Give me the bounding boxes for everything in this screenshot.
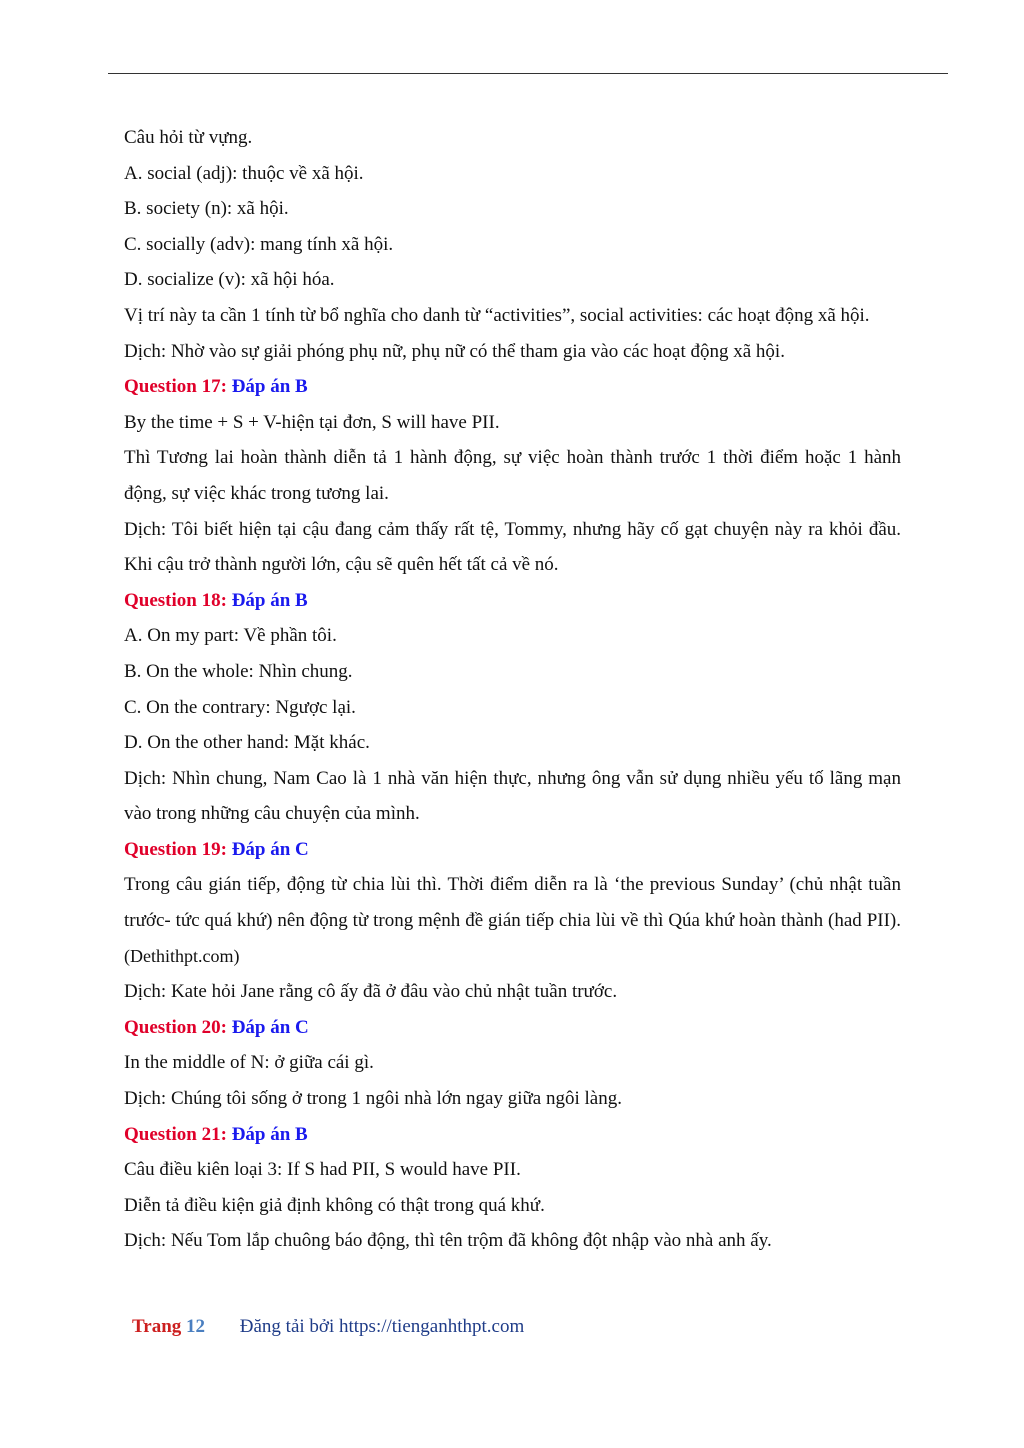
answer-key: Đáp án C: [231, 838, 309, 860]
explanation-paragraph: D. On the other hand: Mặt khác.: [124, 732, 370, 754]
explanation-paragraph: Dịch: Nếu Tom lắp chuông báo động, thì tên trộm đã không đột nhập vào nhà anh ấy.: [124, 1230, 772, 1252]
question-number: Question 20:: [124, 1016, 227, 1038]
explanation-paragraph: A. social (adj): thuộc về xã hội.: [124, 162, 364, 184]
explanation-paragraph: C. socially (adv): mang tính xã hội.: [124, 233, 394, 255]
explanation-paragraph: A. On my part: Về phần tôi.: [124, 625, 337, 647]
source-mark: (Dethithpt.com): [124, 945, 240, 966]
explanation-paragraph: Diễn tả điều kiện giả định không có thật trong quá khứ.: [124, 1194, 545, 1216]
explanation-paragraph: C. On the contrary: Ngược lại.: [124, 696, 356, 718]
explanation-paragraph: [124, 867, 901, 974]
footer-trang-label: Trang: [132, 1316, 182, 1337]
explanation-paragraph: In the middle of N: ở giữa cái gì.: [124, 1052, 374, 1074]
explanation-paragraph: B. society (n): xã hội.: [124, 198, 289, 220]
explanation-paragraph: By the time + S + V-hiện tại đơn, S will have PII.: [124, 411, 500, 433]
question-number: Question 18:: [124, 589, 227, 611]
explanation-paragraph: Câu điều kiên loại 3: If S had PII, S would have PII.: [124, 1159, 521, 1181]
question-heading: [124, 583, 901, 619]
page-footer: [132, 1316, 524, 1338]
question-heading: [124, 1010, 901, 1046]
page-number: 12: [186, 1316, 206, 1337]
explanation-paragraph: Dịch: Nhìn chung, Nam Cao là 1 nhà văn hiện thực, nhưng ông vẫn sử dụng nhiều yếu tố lãng mạn vào trong những câu chuyện của mình.: [124, 767, 901, 825]
question-heading: [124, 1117, 901, 1153]
answer-key: Đáp án B: [231, 589, 308, 611]
question-number: Question 19:: [124, 838, 227, 860]
explanation-paragraph: D. socialize (v): xã hội hóa.: [124, 269, 335, 291]
explanation-paragraph: Dịch: Tôi biết hiện tại cậu đang cảm thấy rất tệ, Tommy, nhưng hãy cố gạt chuyện này ra khỏi đầu. Khi cậu trở thành người lớn, cậu sẽ quên hết tất cả về nó.: [124, 518, 901, 576]
paragraph-text: Trong câu gián tiếp, động từ chia lùi thì. Thời điểm diễn ra là ‘the previous Sunday’ (chủ nhật tuần trước- tức quá khứ) nên động từ trong mệnh đề gián tiếp chia lùi về thì Qúa khứ hoàn thành (had PII).: [124, 874, 901, 932]
question-heading: [124, 832, 901, 868]
explanation-paragraph: B. On the whole: Nhìn chung.: [124, 660, 353, 682]
header-rule: [108, 73, 948, 74]
footer-uploaded-by: Đăng tải bởi https://tienganhthpt.com: [239, 1316, 525, 1337]
question-heading: [124, 369, 901, 405]
answer-key: Đáp án C: [231, 1016, 309, 1038]
question-number: Question 21:: [124, 1123, 227, 1145]
explanation-paragraph: Dịch: Nhờ vào sự giải phóng phụ nữ, phụ nữ có thể tham gia vào các hoạt động xã hội.: [124, 340, 785, 362]
question-number: Question 17:: [124, 376, 227, 398]
explanation-paragraph: Câu hỏi từ vựng.: [124, 127, 253, 148]
answer-key: Đáp án B: [231, 376, 308, 398]
explanation-paragraph: Dịch: Chúng tôi sống ở trong 1 ngôi nhà lớn ngay giữa ngôi làng.: [124, 1088, 622, 1110]
explanation-paragraph: Thì Tương lai hoàn thành diễn tả 1 hành động, sự việc hoàn thành trước 1 thời điểm hoặc 1 hành động, sự việc khác trong tương lai.: [124, 447, 901, 504]
document-body: [124, 120, 901, 1259]
answer-key: Đáp án B: [231, 1123, 308, 1145]
explanation-paragraph: Vị trí này ta cần 1 tính từ bổ nghĩa cho danh từ “activities”, social activities: các hoạt động xã hội.: [124, 304, 870, 326]
explanation-paragraph: Dịch: Kate hỏi Jane rằng cô ấy đã ở đâu vào chủ nhật tuần trước.: [124, 981, 618, 1003]
